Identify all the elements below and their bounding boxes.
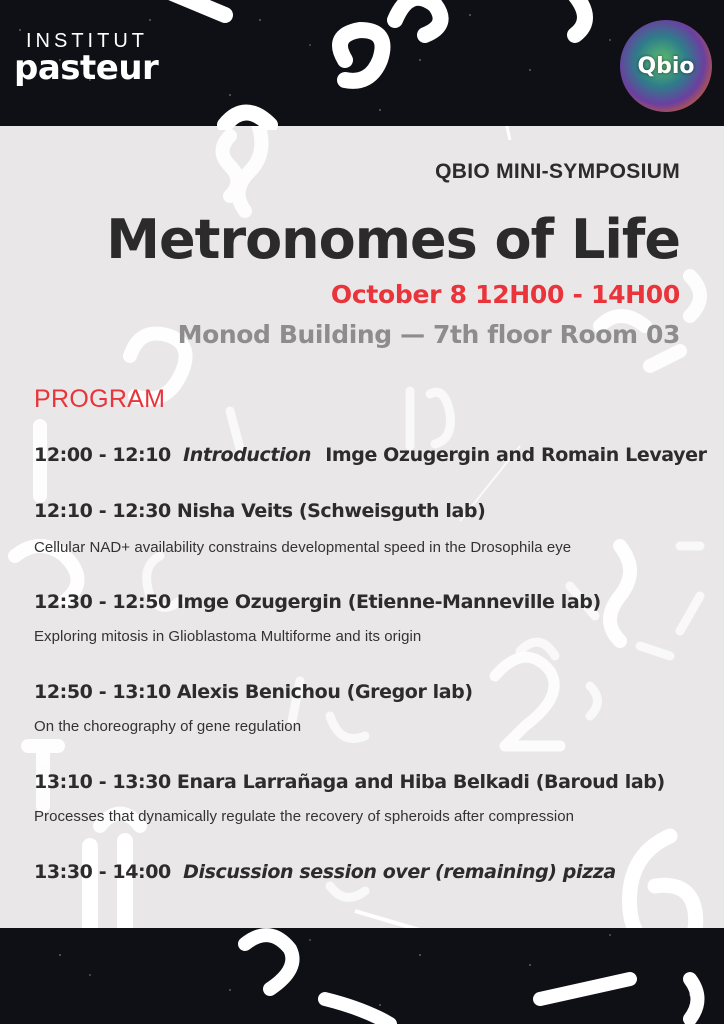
logo-text-top: INSTITUT (26, 30, 148, 52)
program-item-time: 13:10 - 13:30 (34, 771, 171, 793)
decorative-header-numerals (0, 0, 724, 130)
program-item (34, 444, 707, 466)
program-item-abstract: Processes that dynamically regulate the recovery of spheroids after compression (34, 808, 575, 825)
program-item-time: 13:30 - 14:00 (34, 861, 171, 883)
program-item-time: 12:10 - 12:30 (34, 500, 171, 522)
decorative-six-numeral (600, 826, 720, 928)
event-title: Metronomes of Life (106, 208, 680, 271)
program-item-abstract: Exploring mitosis in Glioblastoma Multiforme and its origin (34, 628, 422, 645)
program-item-abstract: On the choreography of gene regulation (34, 718, 302, 735)
program-item (34, 591, 601, 613)
program-item (34, 771, 665, 793)
program-item-speaker: Nisha Veits (Schweisguth lab) (176, 500, 486, 522)
event-supertitle: QBIO MINI-SYMPOSIUM (435, 160, 680, 183)
decorative-two-numeral (480, 646, 570, 756)
logo-text-bottom: pasteur (14, 48, 159, 88)
program-item (34, 861, 616, 883)
program-item-time: 12:30 - 12:50 (34, 591, 171, 613)
program-item (34, 681, 473, 703)
program-item-time: 12:00 - 12:10 (34, 444, 171, 466)
event-location: Monod Building — 7th floor Room 03 (177, 320, 680, 349)
program-item-speaker: Alexis Benichou (Gregor lab) (176, 681, 473, 703)
program-item-speaker: Enara Larrañaga and Hiba Belkadi (Baroud lab) (176, 771, 665, 793)
program-item-speaker: Imge Ozugergin (Etienne-Manneville lab) (176, 591, 601, 613)
event-date: October 8 12H00 - 14H00 (330, 280, 680, 309)
program-item-abstract: Cellular NAD+ availability constrains developmental speed in the Drosophila eye (34, 539, 572, 556)
program-item-title: Introduction (183, 444, 311, 466)
program-item-speaker: Imge Ozugergin and Romain Levayer (325, 444, 707, 466)
program-heading: PROGRAM (34, 385, 166, 413)
qbio-logo-text: Qbio (637, 53, 695, 79)
program-item (34, 500, 485, 522)
program-item-time: 12:50 - 13:10 (34, 681, 171, 703)
program-item-title: Discussion session over (remaining) pizza (183, 861, 616, 883)
decorative-footer-numerals (0, 924, 724, 1024)
